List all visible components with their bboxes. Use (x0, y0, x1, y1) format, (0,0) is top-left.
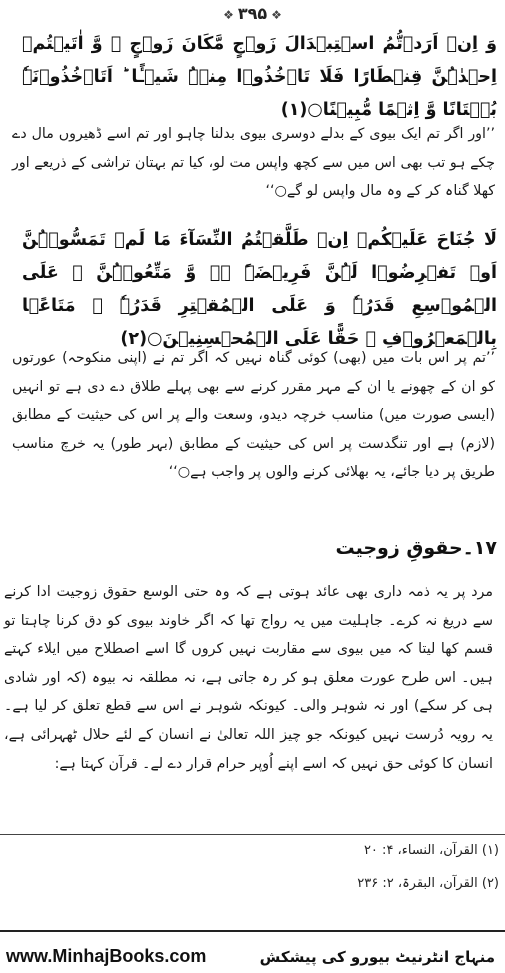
section-body-paragraph: مرد پر یہ ذمہ داری بھی عائد ہوتی ہے کہ وہ حتی الوسع حقوق زوجیت ادا کرنے سے دریغ نہ کرے۔ جاہلیت میں یہ رواج تھا کہ اگر خاوند بیوی کو دق کرنا چاہتا تو قسم کھا لیتا کہ میں بیوی سے مقاربت نہیں کروں گا اسے اصطلاح میں ایلاء کہتے ہیں۔ اس طرح عورت معلق ہو کر رہ جاتی ہے، نہ مطلقہ نہ بیوہ (کہ اور شادی ہی کر سکے) اور نہ شوہر والی۔ کیونکہ شوہر نے اس سے قطع تعلق کر لیا ہے۔ یہ رویہ دُرست نہیں کیونکہ جو چیز اللہ تعالیٰ نے انسان کے لئے حلال ٹھہرائی ہے، انسان کا کوئی حق نہیں کہ اسے اپنے اُوپر حرام قرار دے لے۔ قرآن کہتا ہے: (4, 584, 493, 772)
quran-verse-1: وَ اِنۡ اَرَدۡتُّمُ اسۡتِبۡدَالَ زَوۡجٍ مَّکَانَ زَوۡجٍ ۙ وَّ اٰتَیۡتُمۡ اِحۡدٰہُنَّ قِنۡطَارًا فَلَا تَاۡخُذُوۡا مِنۡہُ شَیۡـًٔا ؕ اَتَاۡخُذُوۡنَہٗ بُہۡتَانًا وَّ اِثۡمًا مُّبِیۡنًا○(۱) (22, 34, 497, 120)
footer-website-link[interactable]: www.MinhajBooks.com (6, 946, 207, 966)
footer-divider (0, 930, 505, 932)
ornament-right-icon: ❖ (271, 8, 282, 22)
footnote-divider (0, 834, 505, 835)
section-heading (335, 537, 497, 559)
footer-credit: منہاج انٹرنیٹ بیورو کی پیشکش (259, 948, 495, 966)
section-title: حقوقِ زوجیت (335, 537, 463, 559)
footnote-2: (۲) القرآن، البقرۃ، ۲: ۲۳۶ (357, 876, 499, 891)
section-number: ۱۷۔ (462, 537, 497, 559)
page-number-text: ۳۹۵ (237, 4, 268, 23)
ornament-left-icon: ❖ (223, 8, 234, 22)
verse-1-translation: ’’اور اگر تم ایک بیوی کے بدلے دوسری بیوی بدلنا چاہو اور تم اسے ڈھیروں مال دے چکے ہو تب بھی اس میں سے کچھ واپس مت لو، کیا تم بہتان تراشی کے ذریعے اور کھلا گناہ کر کے وہ مال واپس لو گے○‘‘ (12, 126, 495, 200)
quran-verse-2: لَا جُنَاحَ عَلَیۡکُمۡ اِنۡ طَلَّقۡتُمُ النِّسَآءَ مَا لَمۡ تَمَسُّوۡہُنَّ اَوۡ تَفۡرِضُوۡا لَہُنَّ فَرِیۡضَۃً ۚۖ وَّ مَتِّعُوۡہُنَّ ۚ عَلَی الۡمُوۡسِعِ قَدَرُہٗ وَ عَلَی الۡمُقۡتِرِ قَدَرُہٗ ۚ مَتَاعًۢا بِالۡمَعۡرُوۡفِ ۚ حَقًّا عَلَی الۡمُحۡسِنِیۡنَ○(۲) (22, 230, 497, 349)
page-number (0, 4, 505, 23)
verse-2-translation: ’’تم پر اس بات میں (بھی) کوئی گناہ نہیں کہ اگر تم نے (اپنی منکوحہ) عورتوں کو ان کے چھونے یا ان کے مہر مقرر کرنے سے بھی پہلے طلاق دے دی ہے تو انہیں (ایسی صورت میں) مناسب خرچہ دیدو، وسعت والے پر اس کی حیثیت کے مطابق (لازم) ہے اور تنگدست پر اس کی حیثیت کے مطابق (بہر طور) یہ خرچ مناسب طریق پر دیا جائے، یہ بھلائی کرنے والوں پر واجب ہے○‘‘ (12, 350, 495, 481)
footnote-1: (۱) القرآن، النساء، ۴: ۲۰ (363, 843, 499, 858)
